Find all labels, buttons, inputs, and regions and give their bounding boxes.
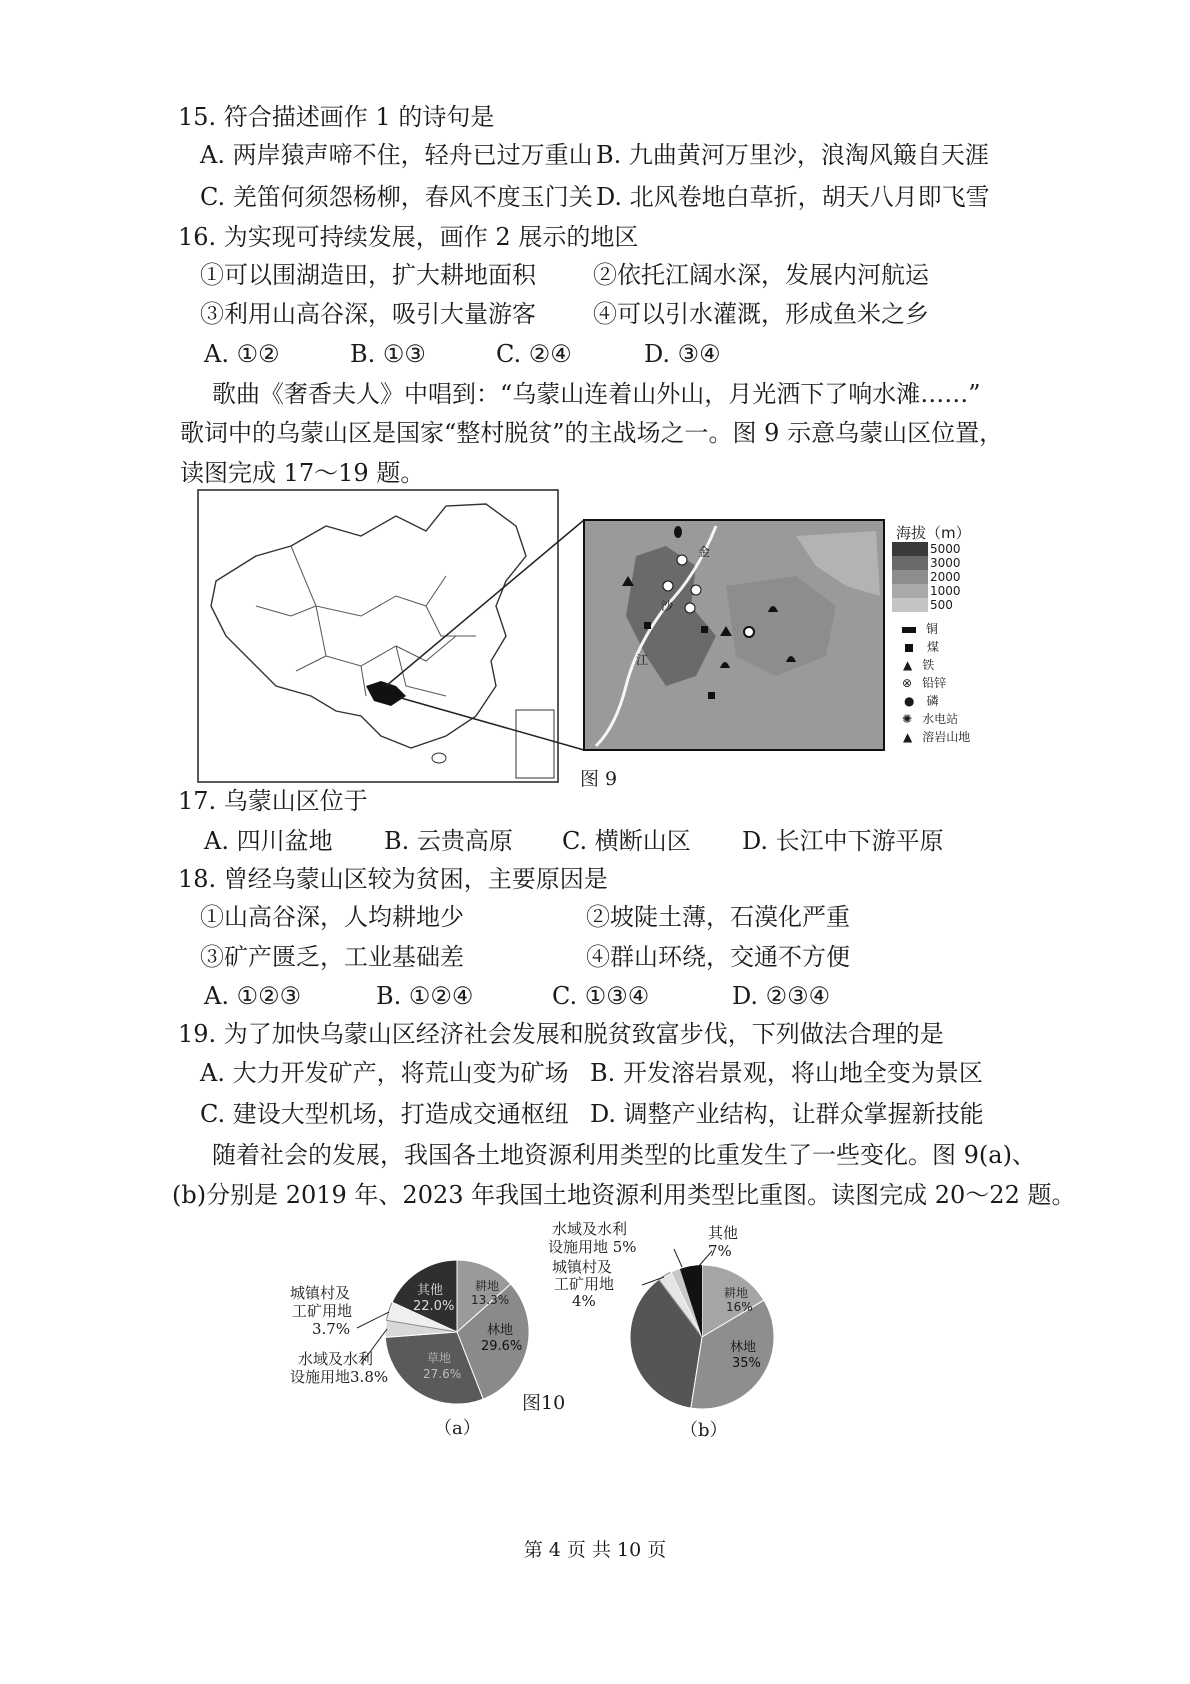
q19-option-c: C. 建设大型机场，打造成交通枢纽 [200,1100,569,1128]
river-label-jiang: 江 [636,653,649,667]
elev-label-5000: 5000 [930,542,961,556]
q16-statement-3: ③利用山高谷深，吸引大量游客 [200,300,536,328]
elev-label-500: 500 [930,598,953,612]
elev-swatch-2000 [892,570,928,584]
elev-swatch-3000 [892,556,928,570]
pie-a-value-forest: 29.6% [481,1339,523,1354]
hydropower-station-icon [685,603,695,613]
pie-a-label-grassland: 草地 [427,1351,452,1365]
intro2-line-2: (b)分别是 2019 年、2023 年我国土地资源利用类型比重图。读图完成 20～22 题。 [172,1181,1076,1209]
page-footer: 第 4 页 共 10 页 [523,1539,667,1561]
q16-option-c: C. ②④ [496,340,572,368]
elev-swatch-500 [892,598,928,612]
q18-statement-3: ③矿产匮乏，工业基础差 [200,943,464,971]
pie-b-value-other: 7% [708,1242,732,1260]
pie-b-label-urban-1: 城镇村及 [552,1258,613,1276]
pie-b [630,1249,774,1409]
copper-icon [902,627,916,633]
q17-stem: 17. 乌蒙山区位于 [178,787,368,815]
intro1-line-1: 歌曲《奢香夫人》中唱到：“乌蒙山连着山外山，月光洒下了响水滩……” [212,380,981,408]
pie-a-value-other: 22.0% [413,1299,455,1314]
pie-b-value-urban: 4% [572,1292,596,1310]
q16-option-a: A. ①② [204,340,280,368]
q16-statement-2: ②依托江阔水深，发展内河航运 [593,261,929,289]
symbol-legend [902,620,970,746]
q18-option-c: C. ①③④ [552,982,650,1010]
south-china-sea-inset [516,710,554,778]
q18-option-b: B. ①②④ [376,982,474,1010]
legend-coal: 煤 [927,640,940,654]
q18-statement-1: ①山高谷深，人均耕地少 [200,903,464,931]
pie-b-label-forest: 林地 [730,1340,757,1355]
elevation-legend [892,542,961,612]
q17-option-c: C. 横断山区 [562,827,691,855]
coal-icon [708,692,715,699]
pie-a-caption: （a） [434,1418,481,1439]
q18-statement-2: ②坡陡土薄，石漠化严重 [586,903,850,931]
river-label-jin: 金 [698,545,711,559]
coal-icon [905,644,913,652]
lead-zinc-icon: ⊗ [902,676,913,690]
iron-icon: ▲ [903,658,913,672]
pie-a-label-urban-2: 工矿用地 [292,1302,353,1320]
legend-copper: 铜 [926,622,939,636]
intro2-line-1: 随着社会的发展，我国各土地资源利用类型的比重发生了一些变化。图 9(a)、 [212,1141,1036,1169]
pie-a-value-grassland: 27.6% [423,1367,462,1381]
figure-9 [196,486,996,796]
pie-b-label-farmland: 耕地 [724,1286,749,1300]
elev-swatch-5000 [892,542,928,556]
elev-label-1000: 1000 [930,584,961,598]
coal-icon [701,626,708,633]
q19-option-d: D. 调整产业结构，让群众掌握新技能 [590,1100,984,1128]
legend-karst: 溶岩山地 [922,730,971,744]
elev-swatch-1000 [892,584,928,598]
pie-b-caption: （b） [680,1420,728,1441]
q15-option-a: A. 两岸猿声啼不住，轻舟已过万重山 [200,141,593,169]
q18-option-d: D. ②③④ [732,982,831,1010]
q19-option-b: B. 开发溶岩景观，将山地全变为景区 [590,1059,983,1087]
q18-option-a: A. ①②③ [204,982,302,1010]
pie-a-label-water-1: 水域及水利 [298,1350,374,1368]
legend-hydropower: 水电站 [922,712,959,726]
q18-statement-4: ④群山环绕，交通不方便 [586,943,850,971]
figure-10 [290,1220,810,1445]
pie-b-label-urban-2: 工矿用地 [554,1275,615,1293]
q17-option-b: B. 云贵高原 [384,827,513,855]
hydropower-station-icon [691,585,701,595]
legend-iron: 铁 [922,658,935,672]
q17-option-d: D. 长江中下游平原 [742,827,944,855]
coal-icon [644,622,651,629]
pie-b-label-other: 其他 [708,1224,739,1242]
pie-a-value-urban: 3.7% [312,1320,351,1338]
pie-a-label-other: 其他 [417,1283,444,1298]
phosphorus-icon [674,526,682,538]
q16-statement-1: ①可以围湖造田，扩大耕地面积 [200,261,536,289]
q19-stem: 19. 为了加快乌蒙山区经济社会发展和脱贫致富步伐，下列做法合理的是 [178,1020,944,1048]
q16-option-d: D. ③④ [644,340,721,368]
pie-a-label-forest: 林地 [487,1323,514,1338]
lead-zinc-icon [744,627,754,637]
q15-stem: 15. 符合描述画作 1 的诗句是 [178,103,495,131]
q16-stem: 16. 为实现可持续发展，画作 2 展示的地区 [178,223,639,251]
intro1-line-2: 歌词中的乌蒙山区是国家“整村脱贫”的主战场之一。图 9 示意乌蒙山区位置， [180,419,1004,447]
pie-b-label-water-1: 水域及水利 [552,1220,628,1238]
legend-phosphorus: 磷 [926,694,939,708]
q16-statement-4: ④可以引水灌溉，形成鱼米之乡 [593,300,929,328]
q15-option-c: C. 羌笛何须怨杨柳，春风不度玉门关 [200,183,593,211]
pie-a-leader-urban [357,1312,389,1328]
hydropower-station-icon: ✺ [902,712,913,726]
karst-mountain-icon: ▲ [903,730,913,744]
pie-a-label-urban-1: 城镇村及 [290,1284,351,1302]
legend-title: 海拔（m） [896,524,971,542]
hainan-island [432,753,446,763]
pie-b-value-forest: 35% [732,1356,761,1371]
figure-9-graphic [196,486,996,796]
figure-10-caption: 图10 [522,1392,566,1414]
pie-b-label-water-2: 设施用地 5% [548,1238,637,1256]
pie-a-label-water-2: 设施用地3.8% [290,1368,389,1386]
q16-option-b: B. ①③ [350,340,426,368]
q17-option-a: A. 四川盆地 [204,827,333,855]
legend-lead-zinc: 铅锌 [922,676,947,690]
figure-9-caption: 图 9 [580,768,618,790]
q15-option-d: D. 北风卷地白草折，胡天八月即飞雪 [596,183,990,211]
hydropower-station-icon [663,581,673,591]
pie-b-leader-water [674,1249,682,1267]
q18-stem: 18. 曾经乌蒙山区较为贫困，主要原因是 [178,865,608,893]
elev-label-3000: 3000 [930,556,961,570]
pie-a-label-farmland: 耕地 [475,1279,500,1293]
pie-b-value-farmland: 16% [726,1300,753,1314]
hydropower-station-icon [677,555,687,565]
q15-option-b: B. 九曲黄河万里沙，浪淘风簸自天涯 [596,141,989,169]
q19-option-a: A. 大力开发矿产，将荒山变为矿场 [200,1059,569,1087]
intro1-line-3: 读图完成 17～19 题。 [180,459,425,487]
phosphorus-icon: ● [904,694,915,708]
river-label-sha: 沙 [661,599,674,613]
elev-label-2000: 2000 [930,570,961,584]
pie-a-value-farmland: 13.3% [471,1293,510,1307]
